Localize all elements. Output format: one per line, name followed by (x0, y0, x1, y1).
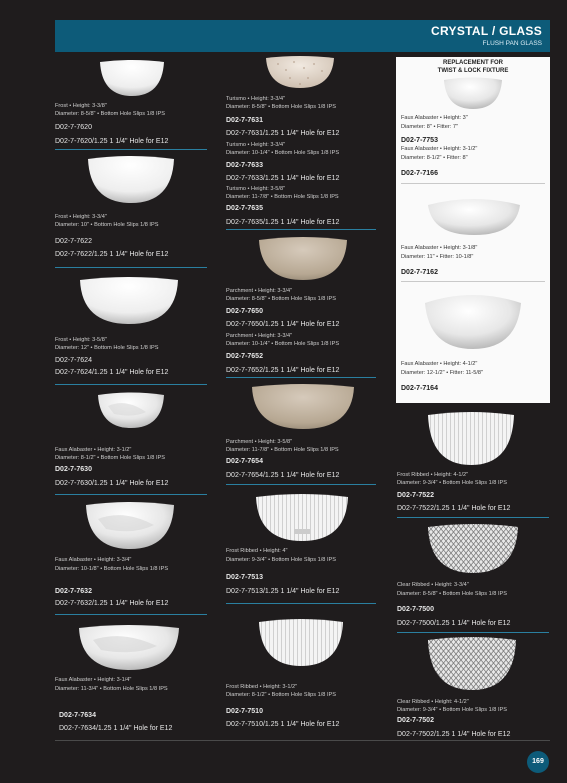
product-spec: Diameter: 11" • Fitter: 10-1/8" (401, 254, 474, 260)
turismo-shade-image (264, 56, 336, 90)
product-spec: Diameter: 11-7/8" • Bottom Hole Slips 1/8 IPS (226, 447, 339, 453)
product-spec: Faux Alabaster • Height: 4-1/2" (401, 361, 478, 367)
product-sku: D02-7-7650 (226, 308, 263, 315)
product-sku: D02-7-7634 (59, 712, 96, 719)
clear-ribbed-shade-image (426, 636, 518, 692)
product-spec: Diameter: 9-3/4" • Bottom Hole Slips 1/8 IPS (397, 480, 507, 486)
product-sku: D02-7-7166 (401, 170, 438, 177)
divider (55, 149, 207, 150)
product-spec: Faux Alabaster • Height: 3" (401, 115, 468, 121)
product-spec: Diameter: 10-1/8" • Bottom Hole Slips 1/8 IPS (55, 566, 169, 572)
product-sku: D02-7-7164 (401, 385, 438, 392)
product-sku: D02-7-7632 (55, 588, 92, 595)
panel-title (396, 60, 550, 75)
product-spec: Clear Ribbed • Height: 3-3/4" (397, 582, 469, 588)
product-spec: Frost • Height: 3-3/4" (55, 214, 107, 220)
alabaster-shade-image (442, 77, 504, 111)
product-sku: D02-7-7652 (226, 353, 263, 360)
product-spec: Diameter: 11-7/8" • Bottom Hole Slips 1/8 IPS (226, 194, 339, 200)
product-spec: Diameter: 10" • Bottom Hole Slips 1/8 IPS (55, 222, 159, 228)
product-spec: Diameter: 12-1/2" • Fitter: 11-5/8" (401, 370, 483, 376)
product-spec: Frost • Height: 3-3/8" (55, 103, 107, 109)
product-spec: Faux Alabaster • Height: 3-1/2" (401, 146, 478, 152)
parchment-shade-image (257, 236, 349, 282)
product-spec: Diameter: 10-1/4" • Bottom Hole Slips 1/8 IPS (226, 341, 340, 347)
page-number: 169 (527, 751, 549, 773)
parchment-shade-image (250, 383, 356, 431)
frost-ribbed-shade-image (257, 618, 345, 668)
product-sku: D02-7-7522 (397, 492, 434, 499)
product-sku: D02-7-7500 (397, 606, 434, 613)
product-spec: Faux Alabaster • Height: 3-3/4" (55, 557, 132, 563)
divider (397, 632, 549, 633)
frost-shade-image (98, 60, 166, 98)
product-spec: Diameter: 8-5/8" • Bottom Hole Slips 1/8 IPS (397, 591, 507, 597)
panel-title-line1: REPLACEMENT FOR (443, 60, 503, 66)
alabaster-shade-image (426, 197, 522, 237)
product-sku-e12: D02-7-7510/1.25 1 1/4" Hole for E12 (226, 721, 340, 728)
product-spec: Diameter: 8-5/8" • Bottom Hole Slips 1/8 IPS (226, 296, 336, 302)
product-sku: D02-7-7633 (226, 162, 263, 169)
product-sku-e12: D02-7-7652/1.25 1 1/4" Hole for E12 (226, 367, 340, 374)
frost-shade-image (78, 276, 180, 326)
product-sku-e12: D02-7-7513/1.25 1 1/4" Hole for E12 (226, 588, 340, 595)
product-spec: Diameter: 9-3/4" • Bottom Hole Slips 1/8 IPS (226, 557, 336, 563)
product-spec: Diameter: 8-1/2" • Bottom Hole Slips 1/8 IPS (226, 692, 336, 698)
product-spec: Diameter: 12" • Bottom Hole Slips 1/8 IPS (55, 345, 159, 351)
twist-lock-replacement-panel (396, 57, 550, 403)
product-sku: D02-7-7620 (55, 124, 92, 131)
product-spec: Turismo • Height: 3-5/8" (226, 186, 286, 192)
alabaster-shade-image (423, 293, 523, 351)
product-spec: Diameter: 8-1/2" • Fitter: 8" (401, 155, 468, 161)
product-spec: Faux Alabaster • Height: 3-1/8" (401, 245, 478, 251)
divider (55, 267, 207, 268)
frost-ribbed-shade-image (254, 493, 350, 543)
product-spec: Faux Alabaster • Height: 3-1/4" (55, 677, 132, 683)
product-spec: Diameter: 11-3/4" • Bottom Hole Slips 1/8 IPS (55, 686, 168, 692)
footer-rule (55, 740, 550, 741)
product-sku-e12: D02-7-7620/1.25 1 1/4" Hole for E12 (55, 138, 169, 145)
product-sku-e12: D02-7-7622/1.25 1 1/4" Hole for E12 (55, 251, 169, 258)
product-sku-e12: D02-7-7522/1.25 1 1/4" Hole for E12 (397, 505, 511, 512)
divider (226, 603, 376, 604)
product-sku: D02-7-7513 (226, 574, 263, 581)
divider (226, 229, 376, 230)
divider (226, 484, 376, 485)
section-subtitle: FLUSH PAN GLASS (482, 40, 542, 47)
product-spec: Parchment • Height: 3-3/4" (226, 333, 293, 339)
divider (401, 281, 545, 282)
product-sku-e12: D02-7-7500/1.25 1 1/4" Hole for E12 (397, 620, 511, 627)
product-spec: Parchment • Height: 3-5/8" (226, 439, 293, 445)
product-sku: D02-7-7753 (401, 137, 438, 144)
product-sku-e12: D02-7-7650/1.25 1 1/4" Hole for E12 (226, 321, 340, 328)
product-spec: Diameter: 8" • Fitter: 7" (401, 124, 458, 130)
product-spec: Diameter: 10-1/4" • Bottom Hole Slips 1/8 IPS (226, 150, 340, 156)
alabaster-shade-image (77, 624, 181, 672)
product-sku: D02-7-7510 (226, 708, 263, 715)
divider (55, 384, 207, 385)
product-sku: D02-7-7622 (55, 238, 92, 245)
frost-ribbed-shade-image (426, 411, 516, 467)
divider (55, 614, 207, 615)
product-sku-e12: D02-7-7502/1.25 1 1/4" Hole for E12 (397, 731, 511, 738)
product-sku-e12: D02-7-7631/1.25 1 1/4" Hole for E12 (226, 130, 340, 137)
product-sku-e12: D02-7-7633/1.25 1 1/4" Hole for E12 (226, 175, 340, 182)
frost-shade-image (86, 155, 176, 205)
divider (226, 377, 376, 378)
product-sku: D02-7-7630 (55, 466, 92, 473)
divider (397, 517, 549, 518)
product-sku-e12: D02-7-7632/1.25 1 1/4" Hole for E12 (55, 600, 169, 607)
product-spec: Frost Ribbed • Height: 3-1/2" (226, 684, 298, 690)
panel-title-line2: TWIST & LOCK FIXTURE (437, 67, 509, 74)
product-sku-e12: D02-7-7624/1.25 1 1/4" Hole for E12 (55, 369, 169, 376)
product-sku: D02-7-7162 (401, 269, 438, 276)
product-spec: Diameter: 8-5/8" • Bottom Hole Slips 1/8 IPS (226, 104, 336, 110)
divider (55, 494, 207, 495)
clear-ribbed-shade-image (426, 523, 520, 575)
product-spec: Faux Alabaster • Height: 3-1/2" (55, 447, 132, 453)
product-spec: Turismo • Height: 3-3/4" (226, 96, 286, 102)
product-sku-e12: D02-7-7630/1.25 1 1/4" Hole for E12 (55, 480, 169, 487)
product-sku-e12: D02-7-7635/1.25 1 1/4" Hole for E12 (226, 219, 340, 226)
product-sku: D02-7-7654 (226, 458, 263, 465)
product-spec: Diameter: 8-5/8" • Bottom Hole Slips 1/8 IPS (55, 111, 165, 117)
product-spec: Diameter: 8-1/2" • Bottom Hole Slips 1/8 IPS (55, 455, 165, 461)
product-sku: D02-7-7635 (226, 205, 263, 212)
product-spec: Frost • Height: 3-5/8" (55, 337, 107, 343)
section-title: CRYSTAL / GLASS (431, 24, 542, 38)
product-spec: Parchment • Height: 3-3/4" (226, 288, 293, 294)
product-spec: Turismo • Height: 3-3/4" (226, 142, 286, 148)
product-sku-e12: D02-7-7634/1.25 1 1/4" Hole for E12 (59, 725, 173, 732)
divider (401, 183, 545, 184)
product-spec: Diameter: 9-3/4" • Bottom Hole Slips 1/8 IPS (397, 707, 507, 713)
product-sku: D02-7-7624 (55, 357, 92, 364)
alabaster-shade-image (96, 392, 166, 430)
product-sku: D02-7-7631 (226, 117, 263, 124)
product-sku: D02-7-7502 (397, 717, 434, 724)
product-spec: Frost Ribbed • Height: 4" (226, 548, 288, 554)
product-spec: Frost Ribbed • Height: 4-1/2" (397, 472, 469, 478)
product-sku-e12: D02-7-7654/1.25 1 1/4" Hole for E12 (226, 472, 340, 479)
product-spec: Clear Ribbed • Height: 4-1/2" (397, 699, 469, 705)
alabaster-shade-image (84, 501, 176, 551)
section-header (55, 20, 550, 52)
